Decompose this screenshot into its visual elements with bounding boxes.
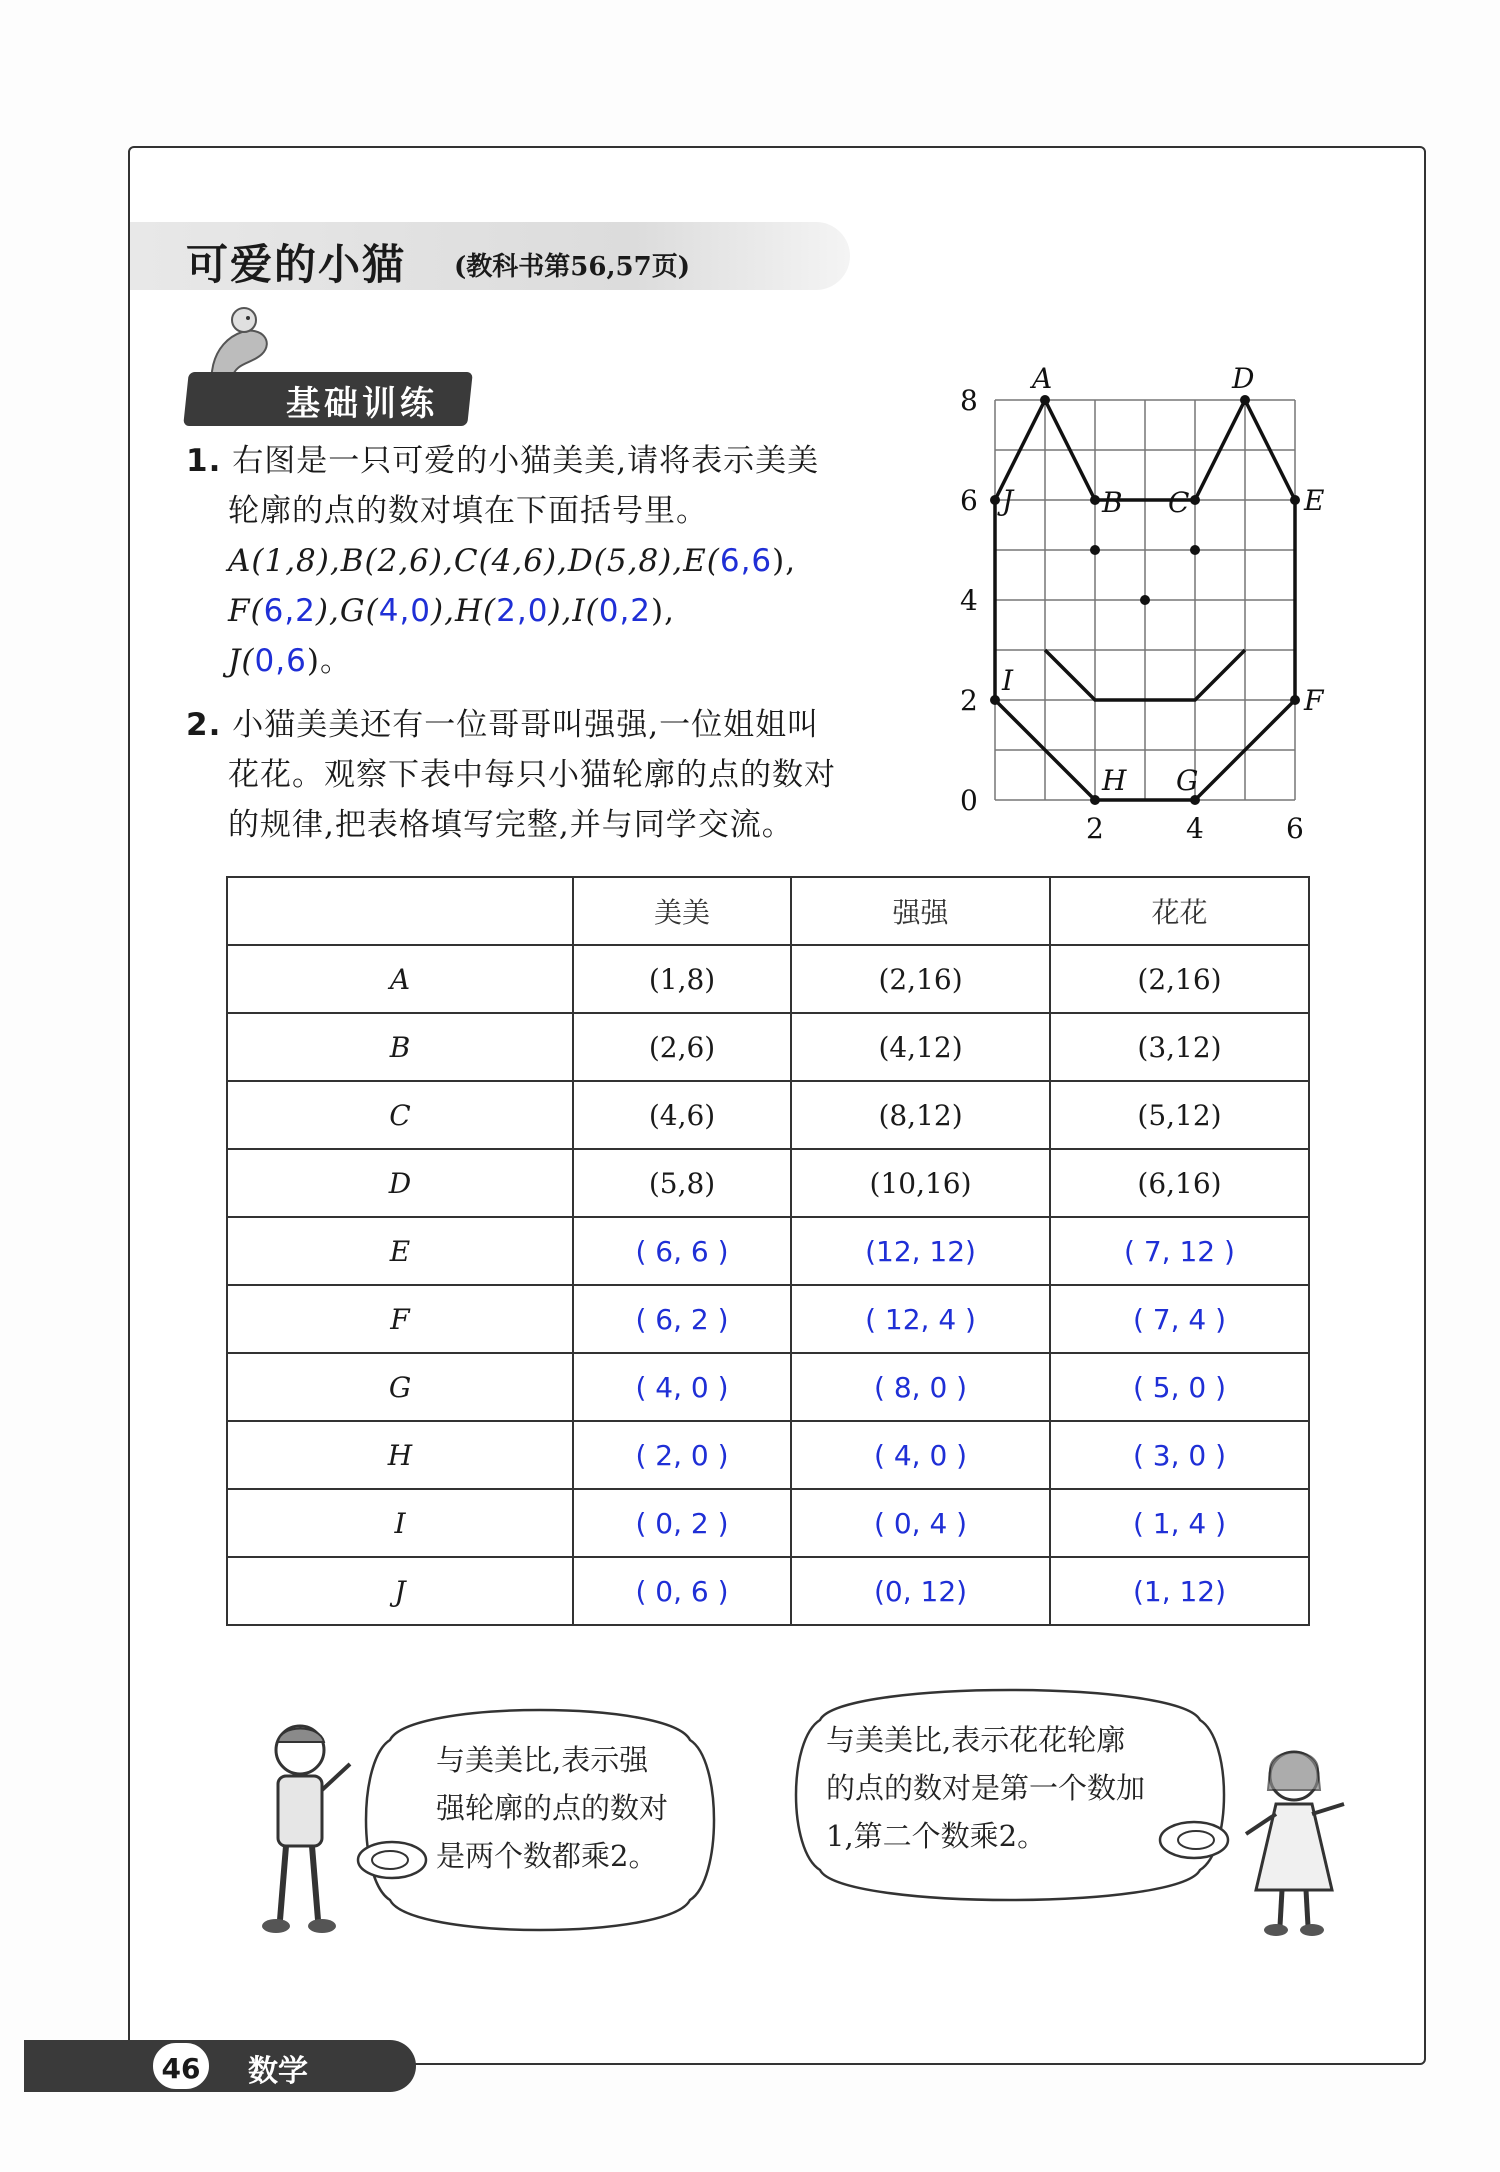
footer-band: [24, 2040, 416, 2092]
cat-eye-left: [1090, 545, 1100, 555]
page-title: 可爱的小猫: [186, 240, 407, 289]
cell-qiangqiang: (0, 12): [791, 1557, 1050, 1625]
label-point-H: H: [1102, 764, 1127, 797]
row-label: E: [227, 1217, 573, 1285]
cat-coordinate-graph: [950, 360, 1340, 850]
label-point-F: F: [1304, 684, 1324, 717]
section-badge-label: 基础训练: [286, 384, 438, 424]
x-tick-4: 4: [1186, 812, 1204, 845]
cell-huahua: (5,12): [1050, 1081, 1309, 1149]
question-2: [186, 700, 836, 850]
cell-meimei: ( 4, 0 ): [573, 1353, 791, 1421]
table-row: [227, 1557, 1309, 1625]
table-header-huahua: 花花: [1050, 877, 1309, 945]
label-I: ),I(: [548, 593, 599, 629]
point-A: [1040, 395, 1050, 405]
cell-huahua: ( 7, 12 ): [1050, 1217, 1309, 1285]
boy-character-icon: [250, 1720, 360, 1940]
question-1-number: 1.: [186, 443, 222, 479]
cell-meimei: (5,8): [573, 1149, 791, 1217]
row-label: J: [227, 1557, 573, 1625]
cell-huahua: (3,12): [1050, 1013, 1309, 1081]
question-1-line1: 右图是一只可爱的小猫美美,请将表示美美: [232, 443, 820, 479]
label-G: ),G(: [315, 593, 379, 629]
table-row: [227, 1489, 1309, 1557]
answer-I: 0,2: [598, 593, 652, 629]
right-bubble-line: 的点的数对是第一个数加: [826, 1771, 1146, 1805]
cell-meimei: ( 6, 6 ): [573, 1217, 791, 1285]
question-2-line1: 小猫美美还有一位哥哥叫强强,一位姐姐叫: [232, 707, 820, 743]
cell-huahua: (1, 12): [1050, 1557, 1309, 1625]
row-label: A: [227, 945, 573, 1013]
left-bubble-text: [436, 1736, 668, 1880]
table-row: [227, 1081, 1309, 1149]
end-J: )。: [306, 643, 352, 679]
subject-label: 数学: [248, 2054, 308, 2089]
label-point-E: E: [1304, 484, 1325, 517]
x-tick-2: 2: [1086, 812, 1104, 845]
table-header-blank: [227, 877, 573, 945]
cell-huahua: ( 3, 0 ): [1050, 1421, 1309, 1489]
label-F: F(: [228, 593, 264, 629]
answer-E: 6,6: [719, 543, 773, 579]
cell-meimei: (1,8): [573, 945, 791, 1013]
y-tick-8: 8: [960, 384, 978, 417]
row-label: D: [227, 1149, 573, 1217]
row-label: C: [227, 1081, 573, 1149]
row-label: I: [227, 1489, 573, 1557]
cell-huahua: ( 5, 0 ): [1050, 1353, 1309, 1421]
label-point-D: D: [1232, 362, 1255, 395]
label-point-C: C: [1168, 486, 1190, 519]
cell-huahua: (6,16): [1050, 1149, 1309, 1217]
cell-qiangqiang: ( 4, 0 ): [791, 1421, 1050, 1489]
x-tick-6: 6: [1286, 812, 1304, 845]
cell-meimei: ( 0, 6 ): [573, 1557, 791, 1625]
table-row: [227, 1285, 1309, 1353]
table-row: [227, 1149, 1309, 1217]
cell-qiangqiang: ( 12, 4 ): [791, 1285, 1050, 1353]
table-row: [227, 1421, 1309, 1489]
answer-J: 0,6: [254, 643, 307, 679]
table-row: [227, 1013, 1309, 1081]
cell-meimei: (2,6): [573, 1013, 791, 1081]
question-1-answer-line1: [186, 536, 819, 586]
right-bubble-line: 与美美比,表示花花轮廓: [826, 1723, 1126, 1757]
right-bubble-text: [826, 1716, 1145, 1860]
cell-qiangqiang: ( 0, 4 ): [791, 1489, 1050, 1557]
row-label: F: [227, 1285, 573, 1353]
label-point-G: G: [1176, 764, 1199, 797]
point-D: [1240, 395, 1250, 405]
cell-meimei: (4,6): [573, 1081, 791, 1149]
question-2-line3: 的规律,把表格填写完整,并与同学交流。: [228, 807, 794, 843]
page-subtitle: (教科书第56,57页): [454, 252, 691, 282]
y-tick-6: 6: [960, 484, 978, 517]
y-tick-4: 4: [960, 584, 978, 617]
point-F: [1290, 695, 1300, 705]
label-point-I: I: [1002, 664, 1014, 697]
left-bubble-line: 与美美比,表示强: [436, 1743, 649, 1777]
question-2-number: 2.: [186, 707, 222, 743]
table-header-meimei: 美美: [573, 877, 791, 945]
point-E: [1290, 495, 1300, 505]
cell-huahua: ( 1, 4 ): [1050, 1489, 1309, 1557]
table-row: [227, 945, 1309, 1013]
cell-meimei: ( 6, 2 ): [573, 1285, 791, 1353]
answer-F: 6,2: [263, 593, 316, 629]
page-number: 46: [150, 2040, 212, 2092]
left-bubble-line: 强轮廓的点的数对: [436, 1791, 669, 1825]
girl-character-icon: [1236, 1740, 1356, 1940]
cell-huahua: ( 7, 4 ): [1050, 1285, 1309, 1353]
question-1: [186, 436, 819, 686]
cell-qiangqiang: (2,16): [791, 945, 1050, 1013]
question-2-line2: 花花。观察下表中每只小猫轮廓的点的数对: [228, 757, 836, 793]
cat-nose: [1140, 595, 1150, 605]
row-label: B: [227, 1013, 573, 1081]
label-point-J: J: [1002, 484, 1014, 517]
point-C: [1190, 495, 1200, 505]
label-H: ),H(: [431, 593, 497, 629]
left-bubble-line: 是两个数都乘2。: [436, 1839, 658, 1873]
y-tick-0: 0: [960, 784, 978, 817]
question-1-answer-line2: [186, 586, 819, 636]
coordinates-table: [226, 876, 1310, 1626]
given-points: A(1,8),B(2,6),C(4,6),D(5,8),E(: [228, 543, 720, 579]
cell-qiangqiang: (8,12): [791, 1081, 1050, 1149]
row-label: G: [227, 1353, 573, 1421]
right-bubble-line: 1,第二个数乘2。: [826, 1819, 1047, 1853]
question-1-line2: 轮廓的点的数对填在下面括号里。: [228, 493, 708, 529]
table-header-row: [227, 877, 1309, 945]
question-1-answer-line3: [186, 636, 819, 686]
cell-huahua: (2,16): [1050, 945, 1309, 1013]
cell-qiangqiang: (12, 12): [791, 1217, 1050, 1285]
table-row: [227, 1217, 1309, 1285]
label-J: J(: [228, 643, 255, 679]
cell-qiangqiang: (4,12): [791, 1013, 1050, 1081]
point-J: [990, 495, 1000, 505]
sep-I: ),: [651, 593, 675, 629]
cat-eye-right: [1190, 545, 1200, 555]
label-point-A: A: [1032, 362, 1053, 395]
cell-qiangqiang: ( 8, 0 ): [791, 1353, 1050, 1421]
table-header-qiangqiang: 强强: [791, 877, 1050, 945]
answer-H: 2,0: [496, 593, 549, 629]
answer-G: 4,0: [378, 593, 432, 629]
sep-E: ),: [772, 543, 797, 579]
label-point-B: B: [1102, 486, 1123, 519]
y-tick-2: 2: [960, 684, 978, 717]
point-B: [1090, 495, 1100, 505]
point-H: [1090, 795, 1100, 805]
table-row: [227, 1353, 1309, 1421]
row-label: H: [227, 1421, 573, 1489]
cell-qiangqiang: (10,16): [791, 1149, 1050, 1217]
cell-meimei: ( 0, 2 ): [573, 1489, 791, 1557]
point-I: [990, 695, 1000, 705]
cell-meimei: ( 2, 0 ): [573, 1421, 791, 1489]
